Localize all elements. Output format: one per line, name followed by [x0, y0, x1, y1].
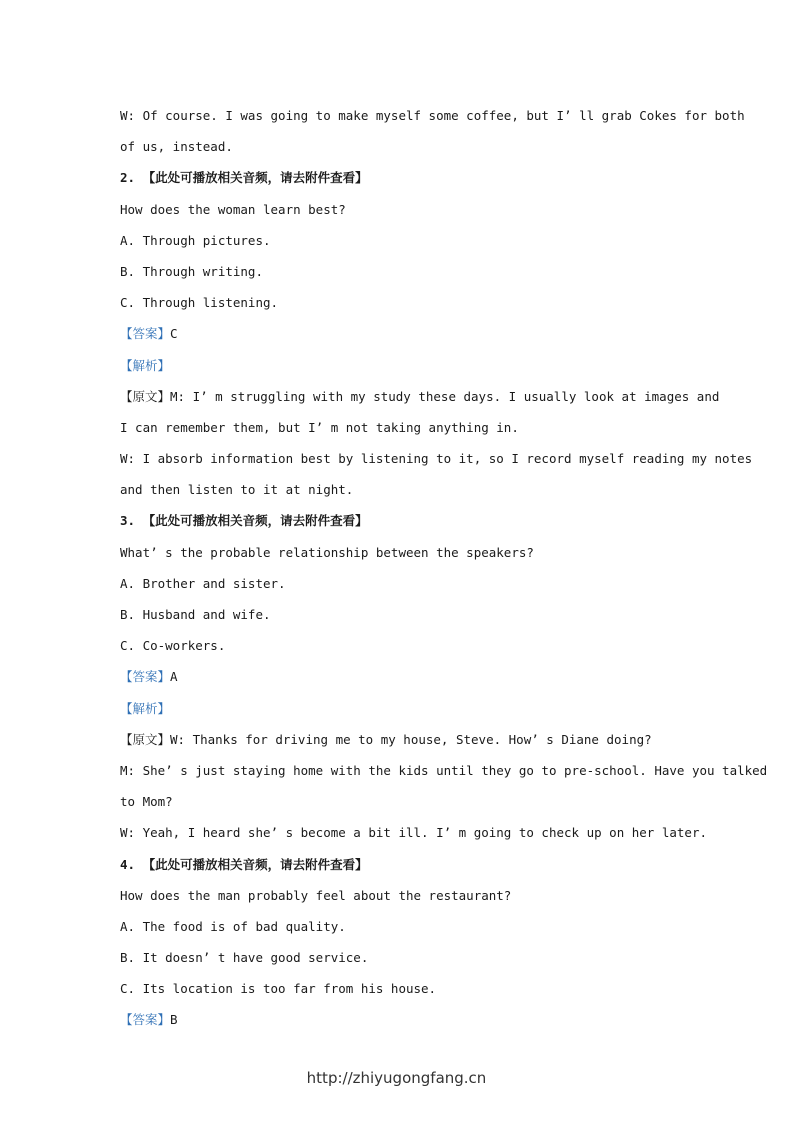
question-heading: 3. 【此处可播放相关音频，请去附件查看】: [120, 513, 368, 529]
answer-line: [120, 350, 680, 381]
text-line: A. Brother and sister.: [120, 575, 286, 591]
answer-label: 【解析】: [120, 700, 171, 716]
text-line: How does the man probably feel about the restaurant?: [120, 887, 512, 903]
question-heading: 2. 【此处可播放相关音频，请去附件查看】: [120, 170, 368, 186]
text-line: W: I absorb information best by listening to it, so I record myself reading my notes: [120, 451, 753, 467]
text-line: C. Through listening.: [120, 295, 279, 311]
document-body: [120, 100, 768, 1036]
question-heading: 4. 【此处可播放相关音频，请去附件查看】: [120, 856, 368, 872]
text-line: 【原文】M: I’ m struggling with my study these days. I usually look at images and: [120, 388, 720, 404]
text-line: W: Of course. I was going to make myself some coffee, but I’ ll grab Cokes for both: [120, 108, 745, 123]
text-line: What’ s the probable relationship between the speakers?: [120, 544, 534, 560]
text-line: A. Through pictures.: [120, 232, 271, 248]
answer-line: [120, 693, 680, 724]
footer-url[interactable]: http://zhiyugongfang.cn: [306, 1069, 487, 1087]
answer-label: 【答案】: [120, 669, 171, 685]
answer-label: 【解析】: [120, 357, 171, 373]
text-line: M: She’ s just staying home with the kids until they go to pre-school. Have you talked: [120, 762, 768, 778]
answer-line: [120, 1004, 680, 1035]
text-line: B. Through writing.: [120, 263, 263, 279]
text-line: and then listen to it at night.: [120, 482, 354, 498]
text-line: How does the woman learn best?: [120, 201, 346, 217]
answer-value: A: [170, 669, 178, 685]
answer-value: C: [170, 326, 178, 342]
text-line: I can remember them, but I’ m not taking anything in.: [120, 419, 519, 435]
text-line: to Mom?: [120, 794, 173, 810]
text-line: C. Its location is too far from his house.: [120, 981, 437, 997]
text-line: B. It doesn’ t have good service.: [120, 950, 369, 966]
answer-line: [120, 318, 680, 349]
answer-label: 【答案】: [120, 326, 171, 342]
answer-label: 【答案】: [120, 1012, 171, 1028]
answer-line: [120, 661, 680, 692]
text-line: C. Co-workers.: [120, 638, 226, 654]
text-line: of us, instead.: [120, 139, 233, 155]
text-line: W: Yeah, I heard she’ s become a bit ill. I’ m going to check up on her later.: [120, 825, 707, 841]
text-line: A. The food is of bad quality.: [120, 918, 346, 934]
text-line: 【原文】W: Thanks for driving me to my house, Steve. How’ s Diane doing?: [120, 731, 652, 747]
answer-value: B: [170, 1012, 178, 1028]
text-line: B. Husband and wife.: [120, 607, 271, 622]
